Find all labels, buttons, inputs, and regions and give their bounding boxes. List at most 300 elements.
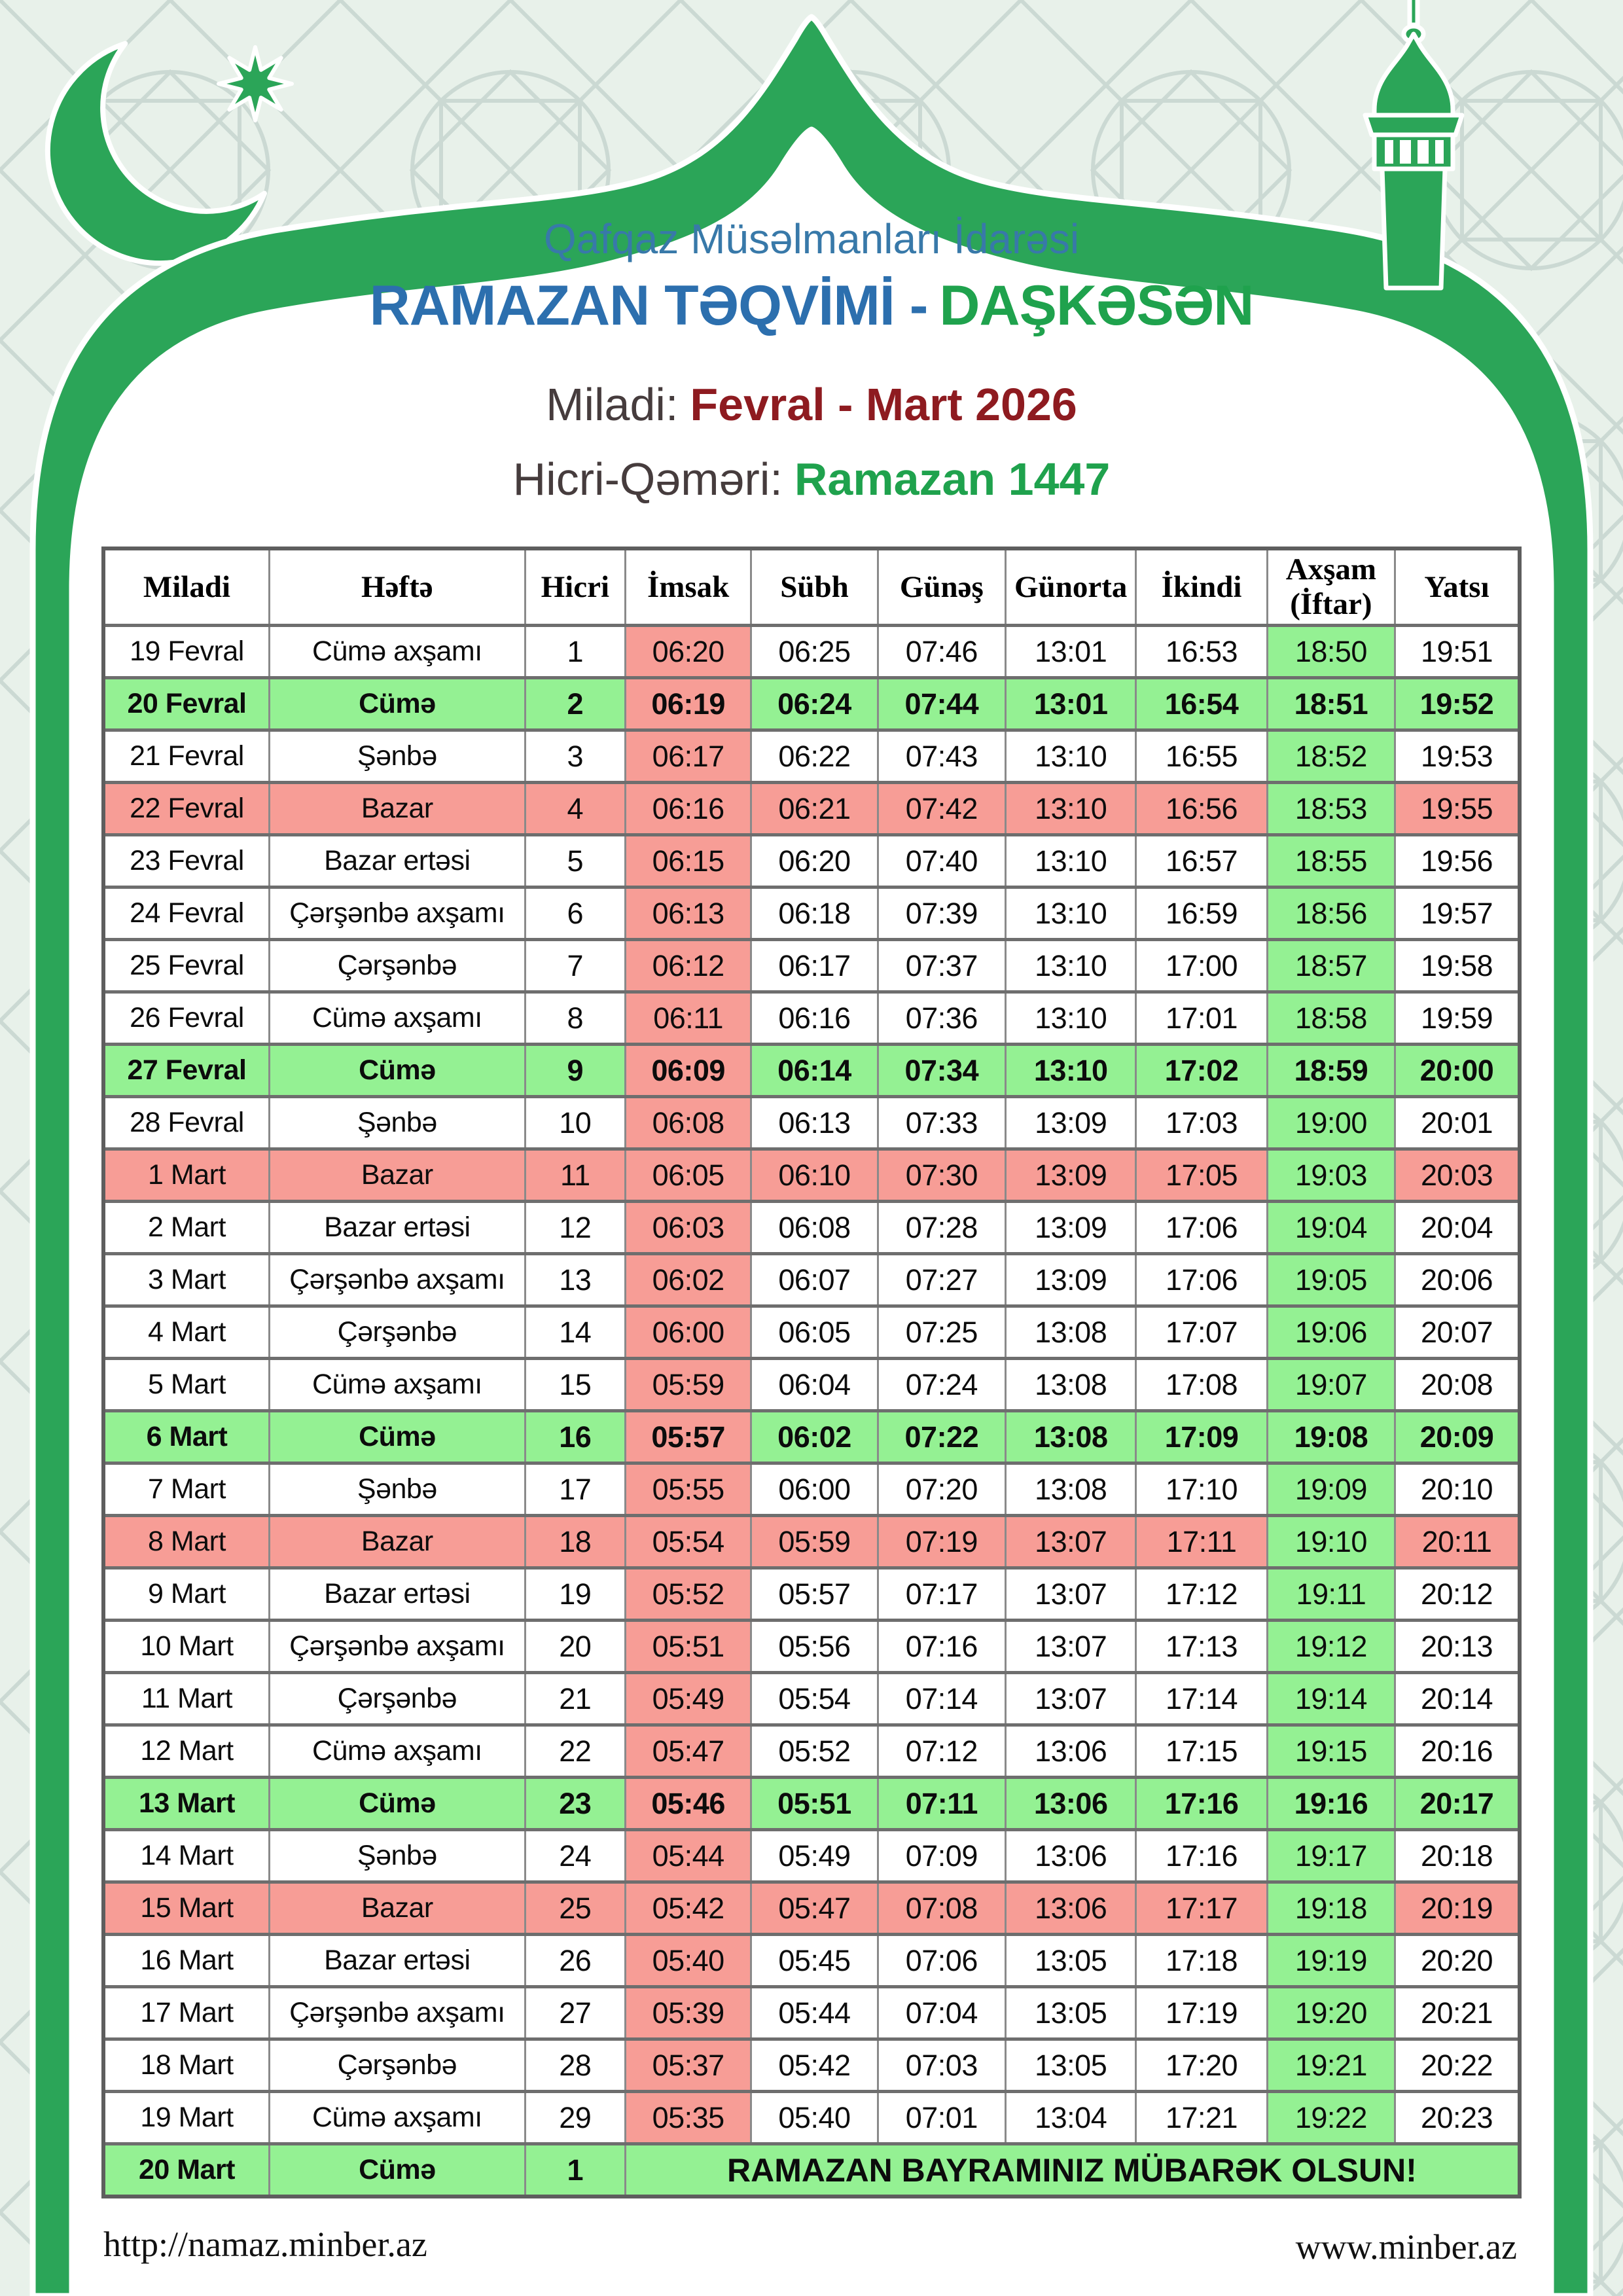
gunorta-cell: 13:06 — [1006, 1830, 1136, 1882]
yatsi-cell: 19:57 — [1395, 888, 1520, 940]
subh-cell: 05:45 — [751, 1935, 878, 1987]
hicri-cell: 28 — [525, 2039, 625, 2092]
date-cell: 25 Fevral — [103, 940, 269, 992]
hicri-label: Hicri-Qəməri: — [512, 454, 783, 505]
table-row — [103, 730, 1520, 783]
axsam-cell: 19:00 — [1267, 1097, 1395, 1149]
hicri-cell: 5 — [525, 835, 625, 888]
gunes-cell: 07:14 — [878, 1673, 1005, 1725]
imsak-cell: 06:00 — [625, 1306, 751, 1359]
yatsi-cell: 20:16 — [1395, 1725, 1520, 1778]
imsak-cell: 05:42 — [625, 1882, 751, 1935]
weekday-cell: Bazar ertəsi — [269, 1202, 525, 1254]
axsam-cell: 18:53 — [1267, 783, 1395, 835]
yatsi-cell: 20:06 — [1395, 1254, 1520, 1306]
axsam-cell: 18:57 — [1267, 940, 1395, 992]
gunes-cell: 07:03 — [878, 2039, 1005, 2092]
gunorta-cell: 13:06 — [1006, 1778, 1136, 1830]
axsam-cell: 18:58 — [1267, 992, 1395, 1045]
ikindi-cell: 17:14 — [1136, 1673, 1267, 1725]
yatsi-cell: 20:22 — [1395, 2039, 1520, 2092]
yatsi-cell: 19:58 — [1395, 940, 1520, 992]
hicri-cell: 12 — [525, 1202, 625, 1254]
gunes-cell: 07:46 — [878, 626, 1005, 678]
table-row — [103, 992, 1520, 1045]
gunes-cell: 07:24 — [878, 1359, 1005, 1411]
yatsi-cell: 19:51 — [1395, 626, 1520, 678]
ikindi-cell: 17:19 — [1136, 1987, 1267, 2039]
organization-title: Qafqaz Müsəlmanları İdarəsi — [543, 215, 1080, 262]
gunorta-cell: 13:10 — [1006, 730, 1136, 783]
gunorta-cell: 13:09 — [1006, 1149, 1136, 1202]
gunes-cell: 07:40 — [878, 835, 1005, 888]
hicri-cell: 2 — [525, 678, 625, 730]
gunes-cell: 07:39 — [878, 888, 1005, 940]
table-row — [103, 2144, 1520, 2197]
weekday-cell: Bazar ertəsi — [269, 835, 525, 888]
date-cell: 6 Mart — [103, 1411, 269, 1463]
imsak-cell: 06:20 — [625, 626, 751, 678]
gunes-cell: 07:44 — [878, 678, 1005, 730]
gunorta-cell: 13:10 — [1006, 1045, 1136, 1097]
table-row — [103, 835, 1520, 888]
table-row — [103, 1306, 1520, 1359]
subh-cell: 05:57 — [751, 1568, 878, 1621]
imsak-cell: 05:40 — [625, 1935, 751, 1987]
gunes-cell: 07:20 — [878, 1463, 1005, 1516]
gunorta-cell: 13:09 — [1006, 1097, 1136, 1149]
axsam-cell: 18:50 — [1267, 626, 1395, 678]
col-header-imsak: İmsak — [625, 548, 751, 626]
gunorta-cell: 13:07 — [1006, 1568, 1136, 1621]
date-cell: 3 Mart — [103, 1254, 269, 1306]
axsam-cell: 19:03 — [1267, 1149, 1395, 1202]
yatsi-cell: 20:21 — [1395, 1987, 1520, 2039]
table-row — [103, 1045, 1520, 1097]
imsak-cell: 06:09 — [625, 1045, 751, 1097]
gunorta-cell: 13:05 — [1006, 1987, 1136, 2039]
table-row — [103, 888, 1520, 940]
ikindi-cell: 17:03 — [1136, 1097, 1267, 1149]
weekday-cell: Şənbə — [269, 1830, 525, 1882]
axsam-cell: 19:15 — [1267, 1725, 1395, 1778]
imsak-cell: 05:47 — [625, 1725, 751, 1778]
hicri-cell: 21 — [525, 1673, 625, 1725]
ikindi-cell: 17:12 — [1136, 1568, 1267, 1621]
yatsi-cell: 20:17 — [1395, 1778, 1520, 1830]
ikindi-cell: 17:21 — [1136, 2092, 1267, 2144]
date-cell: 23 Fevral — [103, 835, 269, 888]
axsam-cell: 18:56 — [1267, 888, 1395, 940]
imsak-cell: 05:55 — [625, 1463, 751, 1516]
ikindi-cell: 17:09 — [1136, 1411, 1267, 1463]
weekday-cell: Çərşənbə — [269, 1673, 525, 1725]
ikindi-cell: 17:16 — [1136, 1830, 1267, 1882]
ikindi-cell: 16:53 — [1136, 626, 1267, 678]
date-cell: 27 Fevral — [103, 1045, 269, 1097]
imsak-cell: 06:03 — [625, 1202, 751, 1254]
weekday-cell: Bazar — [269, 1149, 525, 1202]
subh-cell: 06:20 — [751, 835, 878, 888]
gunorta-cell: 13:05 — [1006, 1935, 1136, 1987]
hicri-cell: 23 — [525, 1778, 625, 1830]
imsak-cell: 05:54 — [625, 1516, 751, 1568]
imsak-cell: 06:15 — [625, 835, 751, 888]
date-cell: 17 Mart — [103, 1987, 269, 2039]
gunorta-cell: 13:09 — [1006, 1254, 1136, 1306]
subh-cell: 06:02 — [751, 1411, 878, 1463]
table-row — [103, 2092, 1520, 2144]
axsam-cell: 19:09 — [1267, 1463, 1395, 1516]
axsam-cell: 19:06 — [1267, 1306, 1395, 1359]
hicri-cell: 9 — [525, 1045, 625, 1097]
weekday-cell: Şənbə — [269, 1097, 525, 1149]
gunorta-cell: 13:07 — [1006, 1516, 1136, 1568]
ikindi-cell: 16:55 — [1136, 730, 1267, 783]
subh-cell: 05:42 — [751, 2039, 878, 2092]
axsam-cell: 18:55 — [1267, 835, 1395, 888]
footer-left-url: http://namaz.minber.az — [103, 2225, 427, 2264]
hicri-cell: 29 — [525, 2092, 625, 2144]
weekday-cell: Çərşənbə — [269, 1306, 525, 1359]
gunorta-cell: 13:08 — [1006, 1306, 1136, 1359]
table-row — [103, 1830, 1520, 1882]
hicri-cell: 10 — [525, 1097, 625, 1149]
ikindi-cell: 16:54 — [1136, 678, 1267, 730]
ikindi-cell: 16:56 — [1136, 783, 1267, 835]
date-cell: 19 Fevral — [103, 626, 269, 678]
yatsi-cell: 20:18 — [1395, 1830, 1520, 1882]
axsam-cell: 19:20 — [1267, 1987, 1395, 2039]
yatsi-cell: 20:20 — [1395, 1935, 1520, 1987]
gunes-cell: 07:06 — [878, 1935, 1005, 1987]
subh-cell: 05:51 — [751, 1778, 878, 1830]
hicri-cell: 13 — [525, 1254, 625, 1306]
table-row — [103, 783, 1520, 835]
subh-cell: 06:16 — [751, 992, 878, 1045]
yatsi-cell: 20:11 — [1395, 1516, 1520, 1568]
imsak-cell: 06:11 — [625, 992, 751, 1045]
imsak-cell: 06:08 — [625, 1097, 751, 1149]
col-header-gunes: Günəş — [878, 548, 1005, 626]
footer-right-url: www.minber.az — [1295, 2227, 1517, 2267]
table-row — [103, 626, 1520, 678]
gunes-cell: 07:16 — [878, 1621, 1005, 1673]
gunorta-cell: 13:04 — [1006, 2092, 1136, 2144]
imsak-cell: 05:39 — [625, 1987, 751, 2039]
ikindi-cell: 17:07 — [1136, 1306, 1267, 1359]
col-header-subh: Sübh — [751, 548, 878, 626]
yatsi-cell: 20:10 — [1395, 1463, 1520, 1516]
gunorta-cell: 13:08 — [1006, 1359, 1136, 1411]
subh-cell: 06:18 — [751, 888, 878, 940]
gunes-cell: 07:22 — [878, 1411, 1005, 1463]
star-icon — [219, 47, 292, 120]
axsam-cell: 18:59 — [1267, 1045, 1395, 1097]
miladi-date-line — [72, 378, 1551, 431]
axsam-cell: 19:14 — [1267, 1673, 1395, 1725]
hicri-cell: 19 — [525, 1568, 625, 1621]
gunorta-cell: 13:05 — [1006, 2039, 1136, 2092]
date-cell: 16 Mart — [103, 1935, 269, 1987]
date-cell: 15 Mart — [103, 1882, 269, 1935]
miladi-label: Miladi: — [546, 379, 679, 430]
ikindi-cell: 17:00 — [1136, 940, 1267, 992]
gunorta-cell: 13:07 — [1006, 1673, 1136, 1725]
table-row — [103, 1202, 1520, 1254]
col-header-yatsi: Yatsı — [1395, 548, 1520, 626]
gunes-cell: 07:37 — [878, 940, 1005, 992]
gunes-cell: 07:08 — [878, 1882, 1005, 1935]
gunes-cell: 07:27 — [878, 1254, 1005, 1306]
gunes-cell: 07:17 — [878, 1568, 1005, 1621]
ikindi-cell: 17:06 — [1136, 1254, 1267, 1306]
axsam-cell: 19:22 — [1267, 2092, 1395, 2144]
date-cell: 19 Mart — [103, 2092, 269, 2144]
weekday-cell: Cümə axşamı — [269, 1359, 525, 1411]
page-title — [72, 274, 1551, 338]
gunorta-cell: 13:10 — [1006, 888, 1136, 940]
table-row — [103, 678, 1520, 730]
date-cell: 10 Mart — [103, 1621, 269, 1673]
gunes-cell: 07:36 — [878, 992, 1005, 1045]
ikindi-cell: 17:10 — [1136, 1463, 1267, 1516]
hicri-date-line — [72, 453, 1551, 505]
hicri-cell: 4 — [525, 783, 625, 835]
date-cell: 26 Fevral — [103, 992, 269, 1045]
weekday-cell: Cümə — [269, 1778, 525, 1830]
ikindi-cell: 17:17 — [1136, 1882, 1267, 1935]
gunes-cell: 07:11 — [878, 1778, 1005, 1830]
title-calendar-text: RAMAZAN TƏQVİMİ - — [369, 274, 928, 337]
table-row — [103, 940, 1520, 992]
yatsi-cell: 20:13 — [1395, 1621, 1520, 1673]
ikindi-cell: 17:01 — [1136, 992, 1267, 1045]
gunorta-cell: 13:06 — [1006, 1882, 1136, 1935]
subh-cell: 05:54 — [751, 1673, 878, 1725]
yatsi-cell: 19:53 — [1395, 730, 1520, 783]
subh-cell: 05:40 — [751, 2092, 878, 2144]
table-row — [103, 1149, 1520, 1202]
ikindi-cell: 17:18 — [1136, 1935, 1267, 1987]
weekday-cell: Çərşənbə axşamı — [269, 1254, 525, 1306]
yatsi-cell: 19:52 — [1395, 678, 1520, 730]
table-row — [103, 1621, 1520, 1673]
table-row — [103, 1987, 1520, 2039]
table-row — [103, 1935, 1520, 1987]
weekday-cell: Şənbə — [269, 1463, 525, 1516]
hicri-cell: 16 — [525, 1411, 625, 1463]
hicri-cell: 20 — [525, 1621, 625, 1673]
title-location-text: DAŞKƏSƏN — [939, 274, 1254, 337]
axsam-cell: 19:05 — [1267, 1254, 1395, 1306]
gunes-cell: 07:34 — [878, 1045, 1005, 1097]
gunes-cell: 07:28 — [878, 1202, 1005, 1254]
imsak-cell: 05:44 — [625, 1830, 751, 1882]
hicri-cell: 26 — [525, 1935, 625, 1987]
table-row — [103, 1673, 1520, 1725]
table-row — [103, 1463, 1520, 1516]
gunorta-cell: 13:08 — [1006, 1463, 1136, 1516]
subh-cell: 06:13 — [751, 1097, 878, 1149]
hicri-cell: 24 — [525, 1830, 625, 1882]
yatsi-cell: 20:23 — [1395, 2092, 1520, 2144]
imsak-cell: 06:12 — [625, 940, 751, 992]
date-cell: 14 Mart — [103, 1830, 269, 1882]
col-header-hefte: Həftə — [269, 548, 525, 626]
weekday-cell: Bazar — [269, 1516, 525, 1568]
yatsi-cell: 20:12 — [1395, 1568, 1520, 1621]
ikindi-cell: 17:13 — [1136, 1621, 1267, 1673]
table-row — [103, 1359, 1520, 1411]
date-cell: 24 Fevral — [103, 888, 269, 940]
gunorta-cell: 13:06 — [1006, 1725, 1136, 1778]
date-cell: 13 Mart — [103, 1778, 269, 1830]
imsak-cell: 05:35 — [625, 2092, 751, 2144]
yatsi-cell: 20:04 — [1395, 1202, 1520, 1254]
ikindi-cell: 17:15 — [1136, 1725, 1267, 1778]
axsam-cell: 19:12 — [1267, 1621, 1395, 1673]
subh-cell: 06:21 — [751, 783, 878, 835]
hicri-cell: 1 — [525, 626, 625, 678]
gunes-cell: 07:04 — [878, 1987, 1005, 2039]
hicri-cell: 6 — [525, 888, 625, 940]
ikindi-cell: 17:02 — [1136, 1045, 1267, 1097]
table-row — [103, 1254, 1520, 1306]
gunorta-cell: 13:09 — [1006, 1202, 1136, 1254]
date-cell: 9 Mart — [103, 1568, 269, 1621]
table-row — [103, 1882, 1520, 1935]
imsak-cell: 05:52 — [625, 1568, 751, 1621]
subh-cell: 05:49 — [751, 1830, 878, 1882]
gunes-cell: 07:19 — [878, 1516, 1005, 1568]
date-cell: 2 Mart — [103, 1202, 269, 1254]
subh-cell: 06:00 — [751, 1463, 878, 1516]
subh-cell: 05:47 — [751, 1882, 878, 1935]
date-cell: 11 Mart — [103, 1673, 269, 1725]
col-header-miladi: Miladi — [103, 548, 269, 626]
imsak-cell: 05:59 — [625, 1359, 751, 1411]
date-cell: 20 Fevral — [103, 678, 269, 730]
table-row — [103, 1568, 1520, 1621]
weekday-cell: Cümə — [269, 678, 525, 730]
weekday-cell: Bazar — [269, 783, 525, 835]
gunorta-cell: 13:10 — [1006, 940, 1136, 992]
gunes-cell: 07:12 — [878, 1725, 1005, 1778]
bayram-message-cell: RAMAZAN BAYRAMINIZ MÜBARƏK OLSUN! — [625, 2144, 1520, 2197]
axsam-cell: 19:10 — [1267, 1516, 1395, 1568]
table-row — [103, 1725, 1520, 1778]
subh-cell: 05:56 — [751, 1621, 878, 1673]
yatsi-cell: 19:59 — [1395, 992, 1520, 1045]
date-cell: 7 Mart — [103, 1463, 269, 1516]
subh-cell: 05:59 — [751, 1516, 878, 1568]
axsam-cell: 19:04 — [1267, 1202, 1395, 1254]
yatsi-cell: 19:55 — [1395, 783, 1520, 835]
hicri-cell: 11 — [525, 1149, 625, 1202]
weekday-cell: Cümə axşamı — [269, 992, 525, 1045]
date-cell: 12 Mart — [103, 1725, 269, 1778]
imsak-cell: 06:13 — [625, 888, 751, 940]
axsam-cell: 19:07 — [1267, 1359, 1395, 1411]
date-cell: 20 Mart — [103, 2144, 269, 2197]
subh-cell: 06:05 — [751, 1306, 878, 1359]
yatsi-cell: 19:56 — [1395, 835, 1520, 888]
axsam-cell: 19:19 — [1267, 1935, 1395, 1987]
yatsi-cell: 20:01 — [1395, 1097, 1520, 1149]
hicri-value: Ramazan 1447 — [794, 454, 1111, 505]
gunes-cell: 07:33 — [878, 1097, 1005, 1149]
imsak-cell: 06:17 — [625, 730, 751, 783]
weekday-cell: Bazar ertəsi — [269, 1568, 525, 1621]
subh-cell: 05:44 — [751, 1987, 878, 2039]
hicri-cell: 22 — [525, 1725, 625, 1778]
imsak-cell: 06:05 — [625, 1149, 751, 1202]
subh-cell: 06:08 — [751, 1202, 878, 1254]
weekday-cell: Çərşənbə — [269, 2039, 525, 2092]
prayer-times-table — [101, 547, 1522, 2198]
weekday-cell: Cümə axşamı — [269, 626, 525, 678]
hicri-cell: 3 — [525, 730, 625, 783]
weekday-cell: Cümə — [269, 1045, 525, 1097]
subh-cell: 05:52 — [751, 1725, 878, 1778]
gunorta-cell: 13:01 — [1006, 678, 1136, 730]
weekday-cell: Bazar ertəsi — [269, 1935, 525, 1987]
prayer-table-body — [103, 626, 1520, 2197]
hicri-cell: 27 — [525, 1987, 625, 2039]
subh-cell: 06:10 — [751, 1149, 878, 1202]
yatsi-cell: 20:03 — [1395, 1149, 1520, 1202]
col-header-gunorta: Günorta — [1006, 548, 1136, 626]
yatsi-cell: 20:09 — [1395, 1411, 1520, 1463]
weekday-cell: Çərşənbə — [269, 940, 525, 992]
axsam-cell: 19:21 — [1267, 2039, 1395, 2092]
hicri-cell: 8 — [525, 992, 625, 1045]
weekday-cell: Çərşənbə axşamı — [269, 1621, 525, 1673]
ikindi-cell: 17:20 — [1136, 2039, 1267, 2092]
hicri-cell: 25 — [525, 1882, 625, 1935]
ikindi-cell: 16:57 — [1136, 835, 1267, 888]
table-header-row — [103, 548, 1520, 626]
gunes-cell: 07:43 — [878, 730, 1005, 783]
subh-cell: 06:07 — [751, 1254, 878, 1306]
ikindi-cell: 17:05 — [1136, 1149, 1267, 1202]
hicri-cell: 14 — [525, 1306, 625, 1359]
yatsi-cell: 20:19 — [1395, 1882, 1520, 1935]
weekday-cell: Çərşənbə axşamı — [269, 888, 525, 940]
imsak-cell: 05:51 — [625, 1621, 751, 1673]
col-header-axsam: Axşam (İftar) — [1267, 548, 1395, 626]
gunorta-cell: 13:07 — [1006, 1621, 1136, 1673]
date-cell: 21 Fevral — [103, 730, 269, 783]
imsak-cell: 06:19 — [625, 678, 751, 730]
date-cell: 18 Mart — [103, 2039, 269, 2092]
weekday-cell: Cümə — [269, 1411, 525, 1463]
axsam-cell: 18:51 — [1267, 678, 1395, 730]
imsak-cell: 05:49 — [625, 1673, 751, 1725]
gunes-cell: 07:01 — [878, 2092, 1005, 2144]
yatsi-cell: 20:08 — [1395, 1359, 1520, 1411]
table-row — [103, 1097, 1520, 1149]
yatsi-cell: 20:00 — [1395, 1045, 1520, 1097]
miladi-value: Fevral - Mart 2026 — [690, 379, 1077, 430]
imsak-cell: 05:46 — [625, 1778, 751, 1830]
gunes-cell: 07:25 — [878, 1306, 1005, 1359]
weekday-cell: Çərşənbə axşamı — [269, 1987, 525, 2039]
axsam-cell: 19:17 — [1267, 1830, 1395, 1882]
gunorta-cell: 13:10 — [1006, 783, 1136, 835]
axsam-cell: 19:16 — [1267, 1778, 1395, 1830]
